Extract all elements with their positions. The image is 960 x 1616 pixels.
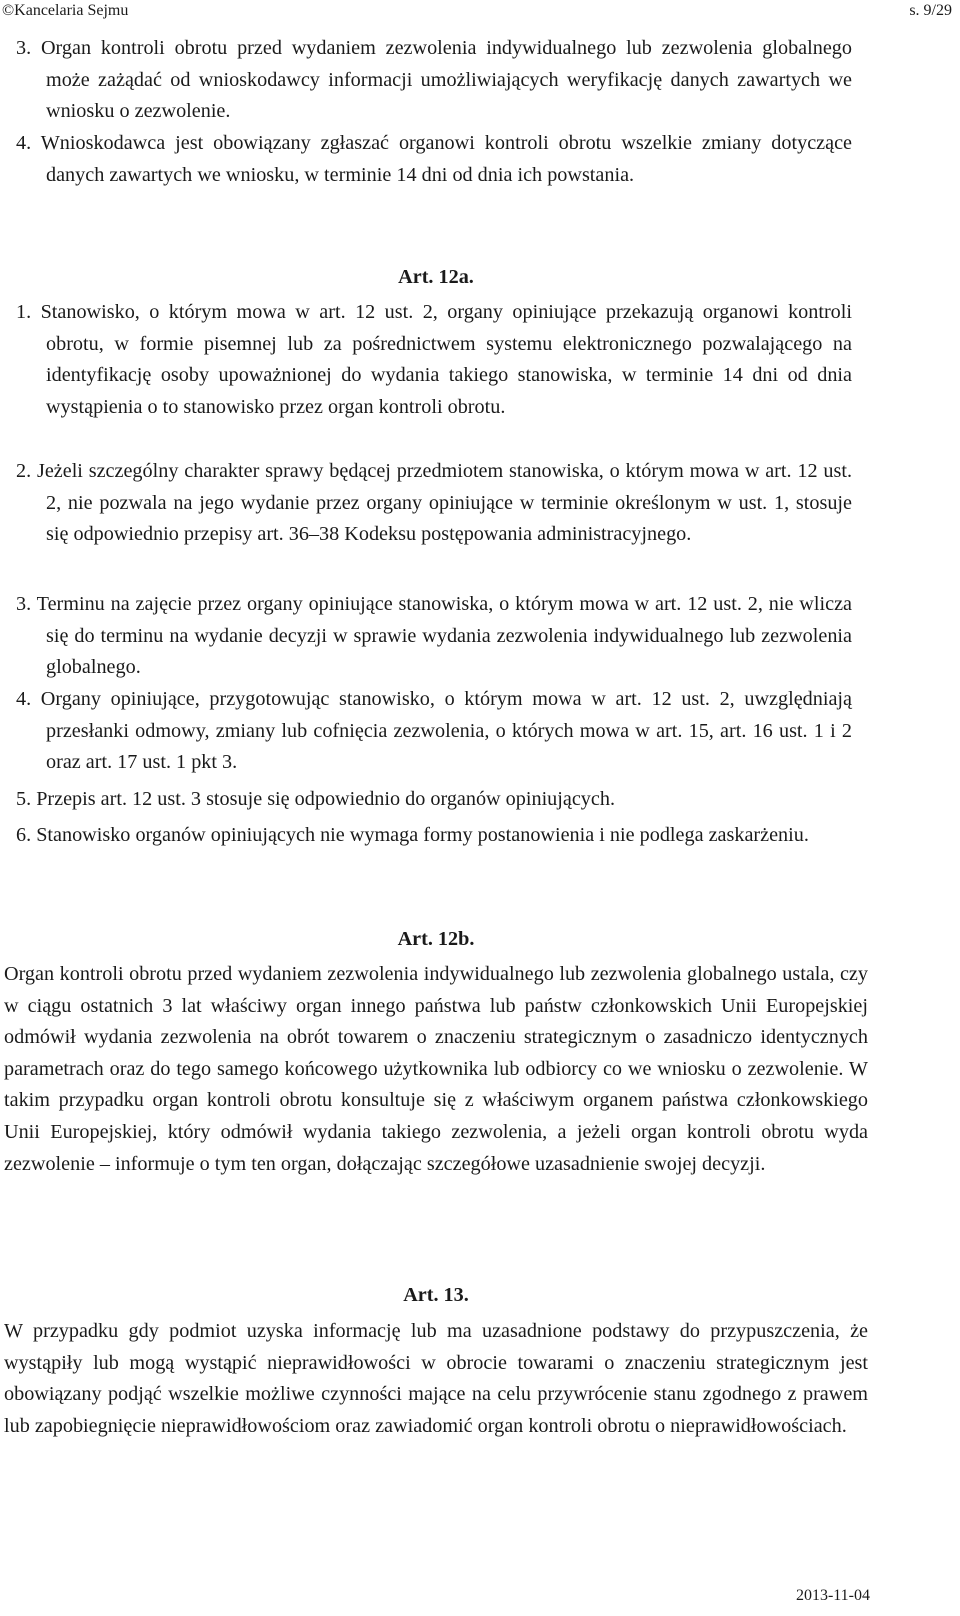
article-12b-text: Organ kontroli obrotu przed wydaniem zezwolenia indywidualnego lub zezwolenia globalnego ustala, czy w ciągu ostatnich 3 lat właściwy organ innego państwa lub państw członkowskich Unii Europejskiej odmówił wydania zezwolenia na obrót towarem o znaczeniu strategicznym o zasadniczo identycznych parametrach oraz do tego samego końcowego użytkownika lub odbiorcy co we wniosku o zezwolenie. W takim przypadku organ kontroli obrotu konsultuje się z właściwym organem państwa członkowskiego Unii Europejskiej, który odmówił wydania takiego zezwolenia, a jeżeli organ kontroli obrotu wyda zezwolenie – informuje o tym ten organ, dołączając szczegółowe uzasadnienie swojej decyzji. [4, 963, 868, 1175]
article-12a-paragraph-5: 5. Przepis art. 12 ust. 3 stosuje się odpowiednio do organów opiniujących. [16, 788, 616, 810]
article-13-text: W przypadku gdy podmiot uzyska informację lub ma uzasadnione podstawy do przypuszczenia, że wystąpiły lub mogą wystąpić nieprawidłowości w obrocie towarami o znaczeniu strategicznym jest obowiązany podjąć wszelkie możliwe czynności mające na celu przywrócenie stanu zgodnego z prawem lub zapobiegnięcie nieprawidłowościom oraz zawiadomić organ kontroli obrotu o nieprawidłowościach. [4, 1320, 868, 1437]
article-12a-heading: Art. 12a. [398, 266, 474, 288]
copyright-label: ©Kancelaria Sejmu [2, 2, 129, 19]
article-12b-heading: Art. 12b. [397, 928, 475, 950]
page-number: s. 9/29 [909, 2, 952, 19]
document-date: 2013-11-04 [795, 1587, 870, 1604]
article-12a-paragraph-4: 4. Organy opiniujące, przygotowując stanowisko, o którym mowa w art. 12 ust. 2, uwzględniają przesłanki odmowy, zmiany lub cofnięcia zezwolenia, o których mowa w art. 15, art. 16 ust. 1 i 2 oraz art. 17 ust. 1 pkt 3. [16, 688, 852, 774]
article-13-heading: Art. 13. [403, 1284, 469, 1306]
article-12a-paragraph-3: 3. Terminu na zajęcie przez organy opiniujące stanowiska, o którym mowa w art. 12 ust. 2, nie wlicza się do terminu na wydanie decyzji w sprawie wydania zezwolenia indywidualnego lub zezwolenia globalnego. [16, 593, 852, 679]
article-12a-paragraph-2: 2. Jeżeli szczególny charakter sprawy będącej przedmiotem stanowiska, o którym mowa w art. 12 ust. 2, nie pozwala na jego wydanie przez organy opiniujące w terminie określonym w ust. 1, stosuje się odpowiednio przepisy art. 36–38 Kodeksu postępowania administracyjnego. [16, 460, 852, 546]
page-header [0, 0, 960, 24]
article-12a-paragraph-1: 1. Stanowisko, o którym mowa w art. 12 ust. 2, organy opiniujące przekazują organowi kontroli obrotu, w formie pisemnej lub za pośrednictwem systemu elektronicznego pozwalającego na identyfikację osoby upoważnionej do wydania takiego stanowiska, w terminie 14 dni od dnia wystąpienia o to stanowisko przez organ kontroli obrotu. [16, 301, 852, 418]
article-12a-paragraph-6: 6. Stanowisko organów opiniujących nie wymaga formy postanowienia i nie podlega zaskarżeniu. [16, 824, 809, 846]
paragraph-4: 4. Wnioskodawca jest obowiązany zgłaszać organowi kontroli obrotu wszelkie zmiany dotyczące danych zawartych we wniosku, w terminie 14 dni od dnia ich powstania. [16, 132, 852, 186]
paragraph-3: 3. Organ kontroli obrotu przed wydaniem zezwolenia indywidualnego lub zezwolenia globalnego może zażądać od wnioskodawcy informacji umożliwiających weryfikację danych zawartych we wniosku o zezwolenie. [16, 37, 852, 123]
